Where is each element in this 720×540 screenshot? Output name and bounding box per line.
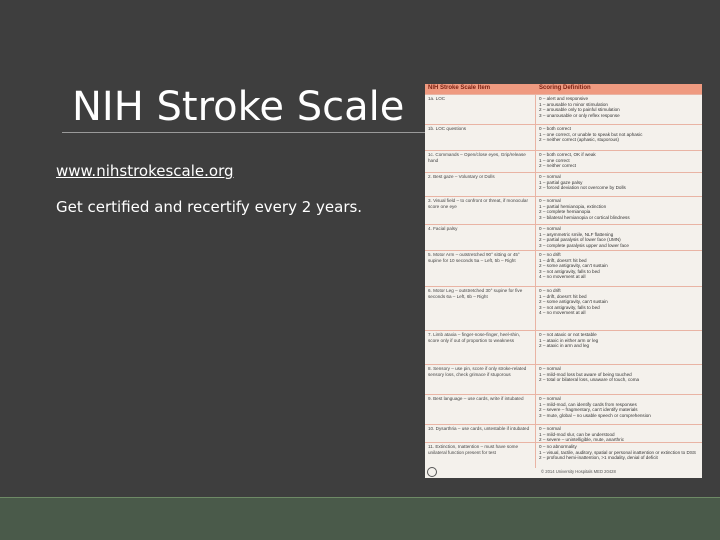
scale-definitions <box>539 152 699 169</box>
scale-item-label: 4. Facial palsy <box>428 226 458 231</box>
slide-title: NIH Stroke Scale <box>72 84 405 130</box>
scale-item-label: 11. Extinction, Inattention – must have some unilateral function present for test <box>428 444 519 455</box>
scale-item-label: 1c. Commands – Open/close eyes, Grip/release hand <box>428 152 526 163</box>
scale-item-label: 6. Motor Leg – outstretched 30° supine for five seconds 6a – Left, 6b – Right <box>428 288 523 299</box>
scale-definitions <box>539 198 699 220</box>
scale-row <box>425 330 702 365</box>
scale-definitions <box>539 252 699 280</box>
header-def-label: Scoring Definition <box>539 85 591 91</box>
header-item-label: NIH Stroke Scale Item <box>428 85 491 91</box>
scale-row <box>425 424 702 443</box>
scale-definitions <box>539 396 699 418</box>
scale-row <box>425 394 702 425</box>
scale-definition-line: 0 – alert and responsive <box>539 96 589 101</box>
scale-item-label: 8. Sensory – use pin, score if only stroke-related sensory loss, check grimace if stuporous <box>428 366 527 377</box>
card-header <box>425 84 702 94</box>
scale-definitions <box>539 226 699 248</box>
scale-row <box>425 250 702 287</box>
scale-definition-line: 1 – visual, tactile, auditory, spatial or personal inattention or extinction to DSS <box>539 449 696 455</box>
scale-definition-line: 1 – mild-mod loss but aware of being touched <box>539 371 632 377</box>
scale-definition-line: 1 – partial hemianopia, extinction <box>539 203 607 209</box>
card-footer <box>425 467 702 478</box>
title-divider <box>62 132 436 133</box>
scale-definition-line: 1 – partial gaze palsy <box>539 179 583 185</box>
scale-definition-line: 1 – arousable to minor stimulation <box>539 101 608 107</box>
scale-row <box>425 94 702 125</box>
scale-row <box>425 124 702 151</box>
scale-definition-line: 0 – normal <box>539 226 561 231</box>
scale-definitions <box>539 126 699 143</box>
scale-definition-line: 1 – mild-mod, can identify cards from responses <box>539 401 637 407</box>
scale-definition-line: 2 – total or bilateral loss, unaware of touch, coma <box>539 377 640 383</box>
scale-definition-line: 2 – severe – fragmentary, can't identify materials <box>539 407 638 413</box>
scale-definition-line: 1 – one correct, or unable to speak but not aphasic <box>539 131 643 137</box>
scale-definition-line: 0 – not ataxic or not testable <box>539 332 597 337</box>
scale-definition-line: 1 – one correct <box>539 157 570 163</box>
slide-footer-band <box>0 498 720 540</box>
scale-definition-line: 2 – forced deviation not overcome by Dolls <box>539 185 626 191</box>
scale-row <box>425 172 702 197</box>
scale-definition-line: 0 – normal <box>539 426 561 431</box>
scale-definition-line: 2 – neither correct (aphasic, stuporous) <box>539 137 619 143</box>
scale-definition-line: 4 – no movement at all <box>539 310 586 316</box>
scale-definition-line: 1 – ataxic in either arm or leg <box>539 337 599 343</box>
scale-definition-line: 3 – unarousable or only reflex response <box>539 112 620 118</box>
scale-definition-line: 2 – some antigravity, can't sustain <box>539 263 608 269</box>
scale-definition-line: 1 – mild-mod slur, can be understood <box>539 431 615 437</box>
scale-row <box>425 442 702 468</box>
scale-definitions <box>539 444 699 461</box>
scale-item-label: 7. Limb ataxia – finger-nose-finger, heel-shin, score only if out of proportion to weakness <box>428 332 520 343</box>
scale-definitions <box>539 96 699 118</box>
scale-item-label: 9. Best language – use cards, write if intubated <box>428 396 524 401</box>
scale-definition-line: 0 – normal <box>539 198 561 203</box>
scale-definition-line: 0 – normal <box>539 396 561 401</box>
scale-row <box>425 364 702 395</box>
scale-definition-line: 1 – drift, doesn't hit bed <box>539 293 587 299</box>
scale-definition-line: 2 – partial paralysis of lower face (UMN) <box>539 237 621 243</box>
scale-row <box>425 224 702 251</box>
scale-definition-line: 2 – severe – unintelligible, mute, anarthric <box>539 437 625 443</box>
scale-definition-line: 0 – no drift <box>539 288 561 293</box>
scale-definition-line: 0 – no abnormality <box>539 444 577 449</box>
footer-circle-icon <box>427 467 437 477</box>
scale-definition-line: 3 – bilateral hemianopia or cortical blindness <box>539 214 630 220</box>
scale-row <box>425 196 702 225</box>
scale-definitions <box>539 366 699 383</box>
scale-definition-line: 0 – both correct <box>539 126 571 131</box>
scale-item-label: 2. Best gaze – Voluntary or Dolls <box>428 174 495 179</box>
scale-definitions <box>539 426 699 443</box>
scale-definition-line: 3 – mute, global – no usable speech or comprehension <box>539 412 651 418</box>
scale-item-label: 1b. LOC questions <box>428 126 467 131</box>
scale-definition-line: 3 – not antigravity, falls to bed <box>539 268 600 274</box>
scale-definitions <box>539 332 699 349</box>
scale-definition-line: 4 – no movement at all <box>539 274 586 280</box>
scale-definitions <box>539 288 699 316</box>
scale-definition-line: 2 – some antigravity, can't sustain <box>539 299 608 305</box>
scale-definition-line: 0 – normal <box>539 366 561 371</box>
certification-note: Get certified and recertify every 2 years. <box>56 198 363 216</box>
nihss-reference-card <box>425 84 702 478</box>
scale-definition-line: 0 – no drift <box>539 252 561 257</box>
scale-definitions <box>539 174 699 191</box>
scale-definition-line: 3 – not antigravity, falls to bed <box>539 304 600 310</box>
scale-item-label: 10. Dysarthria – use cards, untestable if intubated <box>428 426 530 431</box>
scale-definition-line: 0 – both correct, OK if weak <box>539 152 596 157</box>
scale-definition-line: 1 – asymmetric smile, NLF flattening <box>539 231 614 237</box>
footer-text: © 2014 University Hospitals MED 20428 <box>541 469 616 474</box>
scale-row <box>425 150 702 173</box>
scale-item-label: 5. Motor Arm – outstretched 90° sitting or 45° supine for 10 seconds 5a – Left, 5b – Right <box>428 252 520 263</box>
scale-definition-line: 2 – neither correct <box>539 163 577 169</box>
scale-item-label: 1a. LOC <box>428 96 446 101</box>
scale-definition-line: 2 – complete hemianopia <box>539 209 591 215</box>
scale-definition-line: 0 – normal <box>539 174 561 179</box>
scale-definition-line: 1 – drift, doesn't hit bed <box>539 257 587 263</box>
scale-definition-line: 3 – complete paralysis upper and lower face <box>539 242 629 248</box>
scale-definition-line: 2 – arousable only to painful stimulation <box>539 107 620 113</box>
scale-definition-line: 2 – ataxic in arm and leg <box>539 343 590 349</box>
nihss-website-link[interactable]: www.nihstrokescale.org <box>56 162 234 180</box>
scale-row <box>425 286 702 331</box>
scale-item-label: 3. Visual field – to confront or threat, if monocular score one eye <box>428 198 529 209</box>
scale-definition-line: 2 – profound hemi-inattention, >1 modality, denial of deficit <box>539 455 658 461</box>
